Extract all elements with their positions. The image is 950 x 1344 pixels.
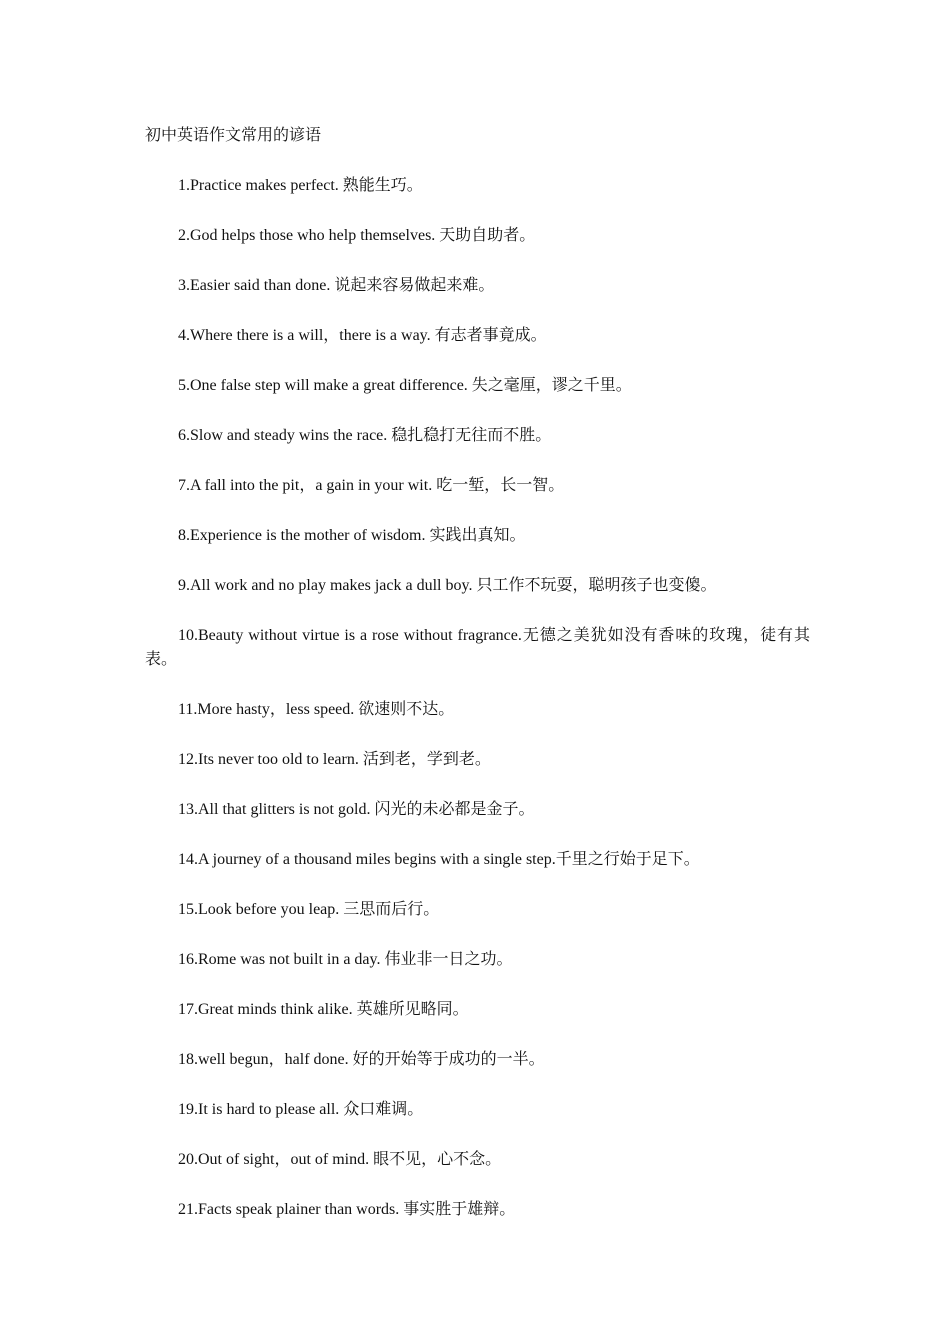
proverb-item: 10.Beauty without virtue is a rose without fragrance.无德之美犹如没有香味的玫瑰，徒有其表。 <box>145 627 810 668</box>
proverb-item: 19.It is hard to please all. 众口难调。 <box>178 1101 424 1118</box>
proverb-item: 13.All that glitters is not gold. 闪光的未必都是金子。 <box>178 801 535 818</box>
proverb-item: 17.Great minds think alike. 英雄所见略同。 <box>178 1001 469 1018</box>
proverb-item: 8.Experience is the mother of wisdom. 实践出真知。 <box>178 527 526 544</box>
proverb-item: 2.God helps those who help themselves. 天助自助者。 <box>178 227 536 244</box>
proverb-item: 12.Its never too old to learn. 活到老，学到老。 <box>178 751 491 768</box>
proverb-item: 16.Rome was not built in a day. 伟业非一日之功。 <box>178 951 513 968</box>
document-page <box>145 124 810 1248</box>
proverb-item: 15.Look before you leap. 三思而后行。 <box>178 901 440 918</box>
proverb-item: 21.Facts speak plainer than words. 事实胜于雄辩。 <box>178 1201 516 1218</box>
proverb-item: 18.well begun，half done. 好的开始等于成功的一半。 <box>178 1051 545 1068</box>
proverb-item: 1.Practice makes perfect. 熟能生巧。 <box>178 177 423 194</box>
proverb-item: 7.A fall into the pit，a gain in your wit. 吃一堑，长一智。 <box>178 477 565 494</box>
proverb-item: 20.Out of sight，out of mind. 眼不见，心不念。 <box>178 1151 502 1168</box>
proverb-item: 3.Easier said than done. 说起来容易做起来难。 <box>178 277 495 294</box>
proverb-item: 11.More hasty，less speed. 欲速则不达。 <box>178 701 455 718</box>
document-title: 初中英语作文常用的谚语 <box>145 127 322 144</box>
proverb-item: 6.Slow and steady wins the race. 稳扎稳打无往而不胜。 <box>178 427 552 444</box>
proverb-item: 5.One false step will make a great difference. 失之毫厘，谬之千里。 <box>178 377 632 394</box>
proverb-item: 4.Where there is a will，there is a way. 有志者事竟成。 <box>178 327 547 344</box>
proverb-item: 9.All work and no play makes jack a dull boy. 只工作不玩耍，聪明孩子也变傻。 <box>178 577 717 594</box>
proverb-item: 14.A journey of a thousand miles begins with a single step.千里之行始于足下。 <box>178 851 700 868</box>
